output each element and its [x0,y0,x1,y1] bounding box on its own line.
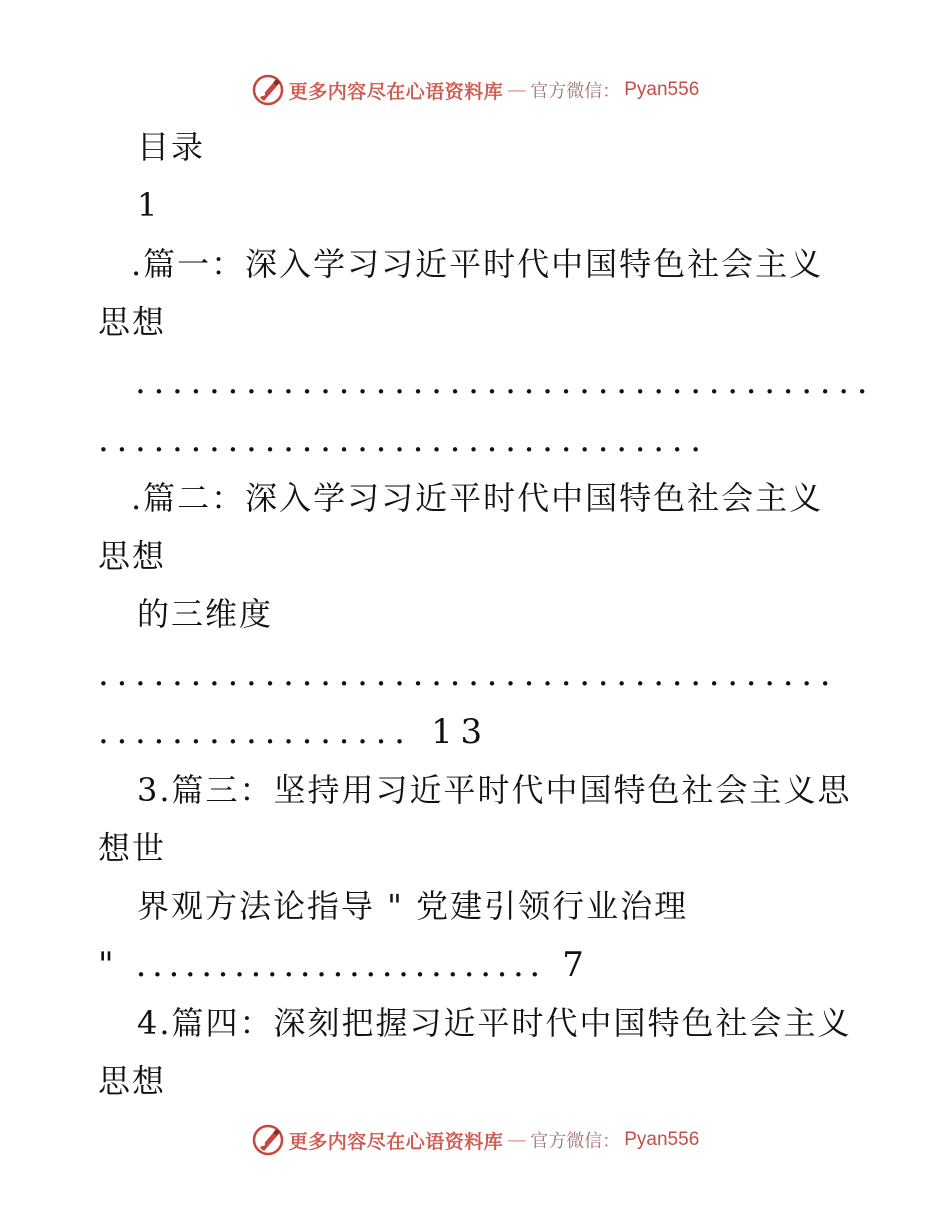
toc-line: 1 [137,186,160,224]
pen-logo-icon [251,73,285,107]
toc-heading: 目录 [137,128,206,166]
watermark-separator: — [507,1129,527,1151]
toc-leader-dots: ................................. [98,420,709,460]
watermark-site-text: 更多内容尽在心语资料库 [288,1130,504,1153]
watermark-separator: — [507,79,527,101]
watermark-site-text: 更多内容尽在心语资料库 [288,80,504,103]
toc-leader-dots-page: ................. 13 [98,712,490,752]
toc-entry-2-title-cont: 思想 [98,537,167,575]
watermark-banner-top [0,70,950,110]
toc-entry-2-title: .篇二：深入学习习近平时代中国特色社会主义 [131,479,824,517]
toc-entry-3-title-cont: 想世 [98,829,167,867]
toc-entry-4-title: 4.篇四：深刻把握习近平时代中国特色社会主义 [137,1004,852,1042]
toc-entry-1-title: .篇一：深入学习习近平时代中国特色社会主义 [131,245,824,283]
toc-leader-dots-page: " ......................... 7 [98,945,590,985]
toc-leader-dots: ........................................ [135,362,876,402]
pen-logo-icon [251,1123,285,1157]
toc-leader-dots: ........................................ [98,654,839,694]
toc-entry-4-title-cont: 思想 [98,1062,167,1100]
watermark-id: Pyan556 [624,1129,700,1150]
watermark-label: 官方微信： [530,81,621,102]
toc-entry-1-title-cont: 思想 [98,303,167,341]
watermark-id: Pyan556 [624,79,700,100]
toc-entry-3-title: 3.篇三：坚持用习近平时代中国特色社会主义思 [137,771,852,809]
toc-entry-2-title-cont: 的三维度 [137,595,274,633]
watermark-banner-bottom [0,1120,950,1160]
toc-entry-3-title-cont: 界观方法论指导 " 党建引领行业治理 [137,887,689,925]
watermark-label: 官方微信： [530,1131,621,1152]
